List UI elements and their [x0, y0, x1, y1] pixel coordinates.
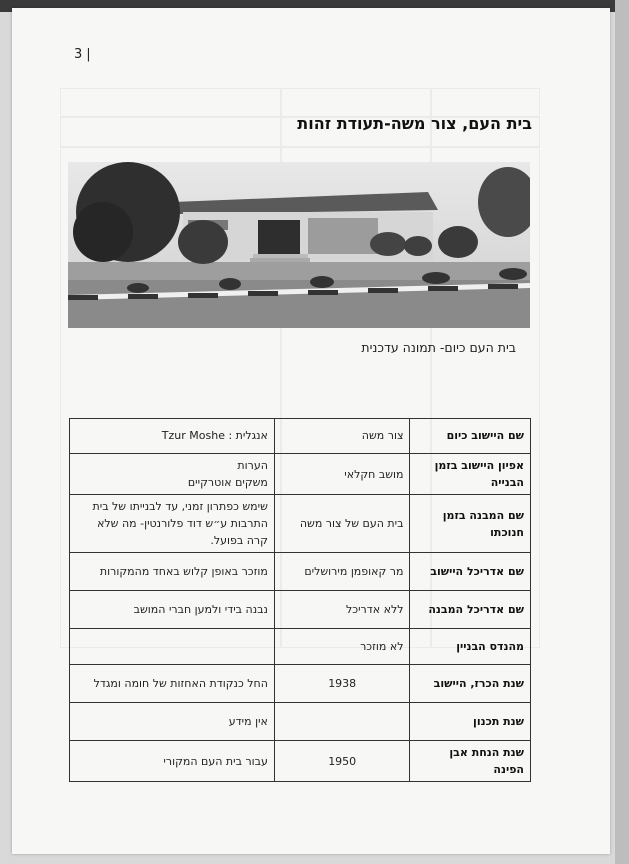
- row-note: נבנה בידי ולמען חברי המושב: [70, 591, 275, 629]
- table-row: [70, 629, 531, 665]
- row-note: אנגלית : Tzur Moshe: [70, 419, 275, 454]
- row-note: עבור בית העם המקורי: [70, 741, 275, 782]
- row-label: שנת תכנון: [410, 703, 531, 741]
- row-note: אין מידע: [70, 703, 275, 741]
- row-label: שם המבנה בזמן חנוכתו: [410, 495, 531, 553]
- page-number-value: 3: [74, 47, 83, 62]
- row-value: [274, 703, 410, 741]
- building-photo: [68, 162, 530, 328]
- page-number-separator: |: [86, 47, 91, 62]
- row-note: [70, 629, 275, 665]
- building-photo-image: [68, 162, 530, 328]
- row-label: שנת הכרז, היישוב: [410, 665, 531, 703]
- table-row: [70, 703, 531, 741]
- photo-caption: בית העם כיום- תמונה עדכנית: [361, 340, 516, 355]
- page-number: [74, 47, 91, 62]
- page-title: בית העם, צור משה-תעודת זהות: [297, 114, 532, 133]
- identity-table: [69, 418, 531, 782]
- row-value: 1938: [274, 665, 410, 703]
- row-note: החל כנקודת האחזות של חומה ומגדל: [70, 665, 275, 703]
- table-row: [70, 553, 531, 591]
- scan-border-right: [615, 0, 629, 864]
- table-row: [70, 495, 531, 553]
- row-label: שם אדריכל היישוב: [410, 553, 531, 591]
- row-label: שם היישוב כיום: [410, 419, 531, 454]
- row-value: לא מוזכר: [274, 629, 410, 665]
- table-row: [70, 454, 531, 495]
- table-row: [70, 741, 531, 782]
- row-value: צור משה: [274, 419, 410, 454]
- row-label: שם אדריכל המבנה: [410, 591, 531, 629]
- row-value: מושב חקלאי: [274, 454, 410, 495]
- row-label: מהנדס הבניין: [410, 629, 531, 665]
- row-value: בית העם של צור משה: [274, 495, 410, 553]
- row-value: מר קאופמן מירושלים: [274, 553, 410, 591]
- row-note: מוזכר באופן קלוש באחד מהמקורות: [70, 553, 275, 591]
- row-label: אפיון היישוב בזמן הבנייה: [410, 454, 531, 495]
- row-note: הערות משקים אוטרקיים: [70, 454, 275, 495]
- row-value: 1950: [274, 741, 410, 782]
- row-value: ללא אדריכל: [274, 591, 410, 629]
- table-row: [70, 419, 531, 454]
- table-row: [70, 591, 531, 629]
- row-note: שימש כפתרון זמני, עד לבנייתו של בית התרבות ע״ש דוד פלורנטין- מה שלא קרה בפועל.: [70, 495, 275, 553]
- row-label: שנת הנחת אבן הפינה: [410, 741, 531, 782]
- table-row: [70, 665, 531, 703]
